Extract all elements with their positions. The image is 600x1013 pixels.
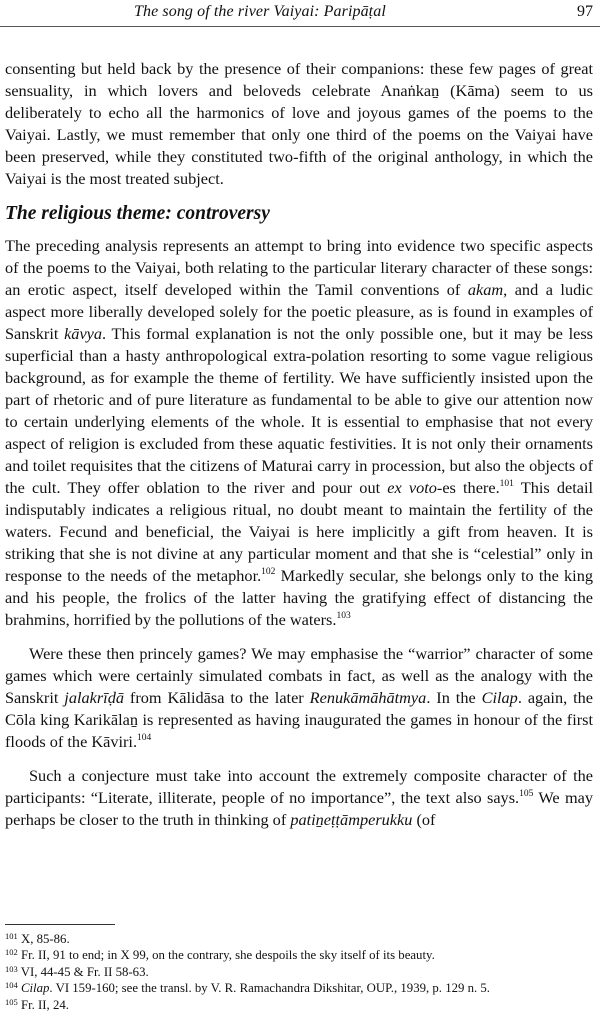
- footnote-105: [5, 997, 593, 1013]
- footnote-number: 102: [5, 947, 18, 958]
- text-run: , and a ludic aspect more liberally developed solely for the poetic pleasure, as is found in examples of Sanskrit: [5, 280, 593, 343]
- footnote-text: . VI 159-160; see the transl. by V. R. Ramachandra Dikshitar, OUP., 1939, p. 129 n. 5.: [49, 981, 490, 996]
- footnote-number: 105: [5, 996, 18, 1007]
- footnote-103: [5, 964, 593, 980]
- body-text: [5, 58, 593, 831]
- paragraph-religious-theme: [5, 235, 593, 631]
- page-header: [0, 0, 600, 27]
- paragraph-conjecture: [5, 765, 593, 831]
- footnotes: [5, 931, 593, 1013]
- text-run: from Kālidāsa to the later: [124, 688, 310, 707]
- text-run: The preceding analysis represents an attempt to bring into evidence two specific aspects of the poems to the Vaiyai, both relating to the particular literary character of these songs: an erotic aspect, itself developed within the Tamil conventions of: [5, 236, 593, 299]
- running-head: The song of the river Vaiyai: Paripāṭal: [134, 3, 386, 20]
- footnote-102: [5, 947, 593, 963]
- footnote-ref[interactable]: 101: [499, 479, 514, 489]
- text-run: . again, the Cōla king Karikālaṉ is represented as having inaugurated the games in honour of the first floods of the Kāviri.: [5, 688, 593, 751]
- text-run: Were these then princely games? We may emphasise the “warrior” character of some games which were certainly simulated combats in fact, as well as the analogy with the Sanskrit: [5, 644, 593, 707]
- footnote-text: Fr. II, 91 to end; in X 99, on the contrary, she despoils the sky itself of its beauty.: [20, 948, 435, 963]
- footnote-text: VI, 44-45 & Fr. II 58-63.: [20, 964, 149, 979]
- footnote-text: X, 85-86.: [20, 932, 70, 946]
- footnote-ref[interactable]: 104: [137, 733, 152, 743]
- footnote-ref[interactable]: 105: [519, 789, 534, 799]
- italic-term: Renukāmāhātmya: [309, 688, 427, 707]
- footnote-divider: [5, 924, 115, 925]
- text-run: This detail indisputably indicates a religious ritual, no doubt meant to maintain the fertility of the waters. Fecund and beneficial, the Vaiyai is here implicitly a gift from heaven. It is striking that she is not divine at any particular moment and that she is “celestial” only in response to the needs of the metaphor.: [5, 478, 594, 585]
- footnote-101: [5, 931, 593, 947]
- footnote-number: 101: [5, 931, 18, 941]
- italic-term: jalakrīḍā: [64, 688, 124, 707]
- italic-term: Cilap: [481, 688, 518, 707]
- section-heading: The religious theme: controversy: [5, 203, 270, 224]
- footnote-ref[interactable]: 103: [336, 611, 351, 621]
- italic-term: kāvya: [64, 324, 103, 343]
- page-number: 97: [577, 3, 593, 20]
- footnote-number: 104: [5, 980, 18, 991]
- text-run: . This formal explanation is not the only possible one, but it may be less superficial than a hasty anthropological extra-polation resorting to some vague religious background, as for example the theme of fertility. We have sufficiently insisted upon the part of rhetoric and of pure literature as fundamental to be able to give our attention now to certain underlying elements of the whole. It is essential to emphasise that not every aspect of religion is excluded from these aquatic festivities. It is not only their ornaments and toilet requisites that the citizens of Maturai carry in procession, but also the objects of the cult. They offer oblation to the river and pour out: [5, 324, 593, 497]
- text-run: (of: [412, 810, 436, 829]
- footnote-text: Fr. II, 24.: [20, 997, 69, 1012]
- text-run: We may perhaps be closer to the truth in thinking of: [5, 788, 593, 829]
- footnote-italic: Cilap: [20, 981, 50, 996]
- paragraph-princely-games: [5, 643, 593, 753]
- text-run: Markedly secular, she belongs only to the king and his people, the frolics of the latter having the gratifying effect of distancing the brahmins, horrified by the pollutions of the waters.: [5, 566, 593, 629]
- text-run: Such a conjecture must take into account the extremely composite character of the participants: “Literate, illiterate, people of no importance”, the text also says.: [5, 766, 593, 807]
- footnote-ref[interactable]: 102: [261, 567, 276, 577]
- italic-term: akam: [467, 280, 504, 299]
- text-run: -es there.: [436, 478, 500, 497]
- text-run: . In the: [426, 688, 482, 707]
- italic-term: patiṉeṭṭāmperukku: [290, 810, 413, 829]
- footnote-104: [5, 980, 593, 996]
- paragraph-continued: consenting but held back by the presence of their companions: these few pages of great sensuality, in which lovers and beloveds celebrate Anaṅkaṉ (Kāma) seem to us deliberately to echo all the harmonics of love and joyous games of the poems to the Vaiyai. Lastly, we must remember that only one third of the poems on the Vaiyai have been preserved, while they constituted two-fifth of the original anthology, in which the Vaiyai is the most treated subject.: [5, 59, 593, 188]
- footnote-number: 103: [5, 963, 18, 974]
- italic-term: ex voto: [387, 478, 437, 497]
